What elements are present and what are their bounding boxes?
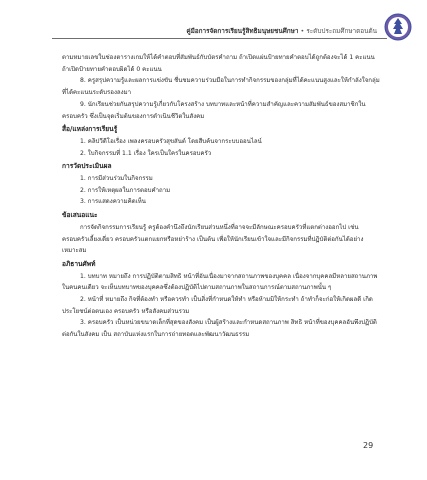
manual-title: คู่มือการจัดการเรียนรู้สิทธิมนุษยชนศึกษา [186,27,299,35]
step-8: 8. ครูสรุปความรู้และผลการแข่งขัน ชื่นชมความร่วมมือในการทำกิจกรรมของกลุ่มที่ได้คะแนนสูงและให้กำลังใจกลุ่มที่ได้คะแนนระดับรองลงมา [62,77,380,97]
assessment-item-3: 3. การแสดงความคิดเห็น [80,198,146,206]
level-label: ระดับประถมศึกษาตอนต้น [306,27,377,35]
glossary-item-3: 3. ครอบครัว เป็นหน่วยขนาดเล็กที่สุดของสังคม เป็นผู้สร้างและกำหนดสถานภาพ สิทธิ หน้าที่ของบุคคลอันพึงปฏิบัติต่อกันในสังคม เป็น สถาบันแห่งแรกในการถ่ายทอดและพัฒนาวัฒนธรรม [62,319,377,339]
assessment-item-2: 2. การให้เหตุผลในการตอบคำถาม [80,186,171,194]
intro-paragraph: ตามหมายเลขในช่องตารางเกมให้ได้คำตอบที่สัมพันธ์กับบัตรคำถาม ถ้าเปิดแผ่นป้ายทายคำตอบได้ถูกต้องจะได้ 1 คะแนน ถ้าเปิดป้ายทายคำตอบผิดได้ 0 คะแนน [62,54,375,73]
media-item-2: 2. ใบกิจกรรมที่ 1.1 เรื่อง ใครเป็นใครในครอบครัว [80,149,212,157]
assessment-item-1: 1. การมีส่วนร่วมในกิจกรรม [80,175,153,183]
ministry-seal-logo [383,12,413,42]
glossary-item-2: 2. หน้าที่ หมายถึง กิจที่ต้องทำ หรือควรทำ เป็นสิ่งที่กำหนดให้ทำ หรือห้ามมิให้กระทำ ถ้าทำก็จะก่อให้เกิดผลดี เกิดประโยชน์ต่อตนเอง ครอบครัว หรือสังคมส่วนรวม [62,296,373,315]
header-rule [52,38,387,39]
header-title: คู่มือการจัดการเรียนรู้สิทธิมนุษยชนศึกษา • ระดับประถมศึกษาตอนต้น [186,27,377,35]
suggestion-heading: ข้อเสนอแนะ [62,211,98,220]
glossary-heading: อภิธานศัพท์ [62,259,96,268]
page-header [0,0,427,50]
suggestion-text: การจัดกิจกรรมการเรียนรู้ ครูต้องคำนึงถึงนักเรียนส่วนหนึ่งที่อาจจะมีลักษณะครอบครัวที่แตกต่างออกไป เช่น ครอบครัวเลี้ยงเดี่ยว ครอบครัวแตกแยกหรือหย่าร้าง เป็นต้น เพื่อให้นักเรียนเข้าใจและมีกิจกรรมที่ปฏิบัติต่อกันได้อย่างเหมาะสม [62,223,364,255]
page-content [62,52,380,341]
step-9: 9. นักเรียนช่วยกันสรุปความรู้เกี่ยวกับโครงสร้าง บทบาทและหน้าที่ความสำคัญและความสัมพันธ์ของสมาชิกในครอบครัว ซึ่งเป็นจุดเริ่มต้นของการดำเนินชีวิตในสังคม [62,100,366,120]
assessment-heading: การวัดประเมินผล [62,162,112,171]
page-number: 29 [363,441,374,450]
media-heading: สื่อ/แหล่งการเรียนรู้ [62,125,118,134]
media-item-1: 1. คลิปวีดีโอเรื่อง เพลงครอบครัวสุขสันต์ โดยสืบค้นจากระบบออนไลน์ [80,137,262,145]
glossary-item-1: 1. บทบาท หมายถึง การปฏิบัติตามสิทธิ หน้าที่อันเนื่องมาจากสถานภาพของบุคคล เนื่องจากบุคคลมีหลายสถานภาพในคนคนเดียว จะเห็นบทบาทของบุคคลซึ่งต้องปฏิบัติไปตามสถานภาพในสถานการณ์ตามสถานภาพนั้น ๆ [62,272,378,292]
